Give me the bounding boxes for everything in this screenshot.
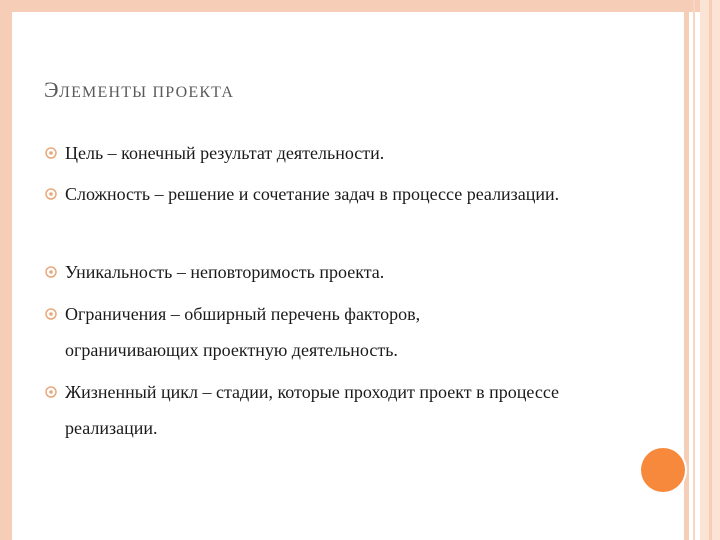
list-item-text: Жизненный цикл – стадии, которые проходит проект в процессе реализации. [65, 382, 560, 438]
slide-frame-top [0, 0, 720, 12]
decorative-stripe [709, 0, 712, 540]
bullet-icon [44, 307, 58, 321]
bullet-icon [44, 265, 58, 279]
bullet-icon [44, 385, 58, 399]
slide-title-rest: ЛЕМЕНТЫ ПРОЕКТА [59, 84, 235, 101]
decorative-circle [641, 448, 685, 492]
bullet-icon [44, 187, 58, 201]
slide-title [44, 79, 234, 101]
list-item-text: Цель – конечный результат деятельности. [65, 143, 385, 163]
slide-frame-left [0, 0, 12, 540]
slide-title-first-letter: Э [44, 77, 60, 102]
decorative-stripe [684, 0, 689, 540]
bullet-icon [44, 146, 58, 160]
list-item-text: Сложность – решение и сочетание задач в процессе реализации. [65, 184, 560, 204]
list-item-text: Ограничения – обширный перечень факторов, ограничивающих проектную деятельность. [65, 304, 421, 360]
list-item-text: Уникальность – неповторимость проекта. [65, 262, 385, 282]
decorative-stripe [693, 0, 695, 540]
